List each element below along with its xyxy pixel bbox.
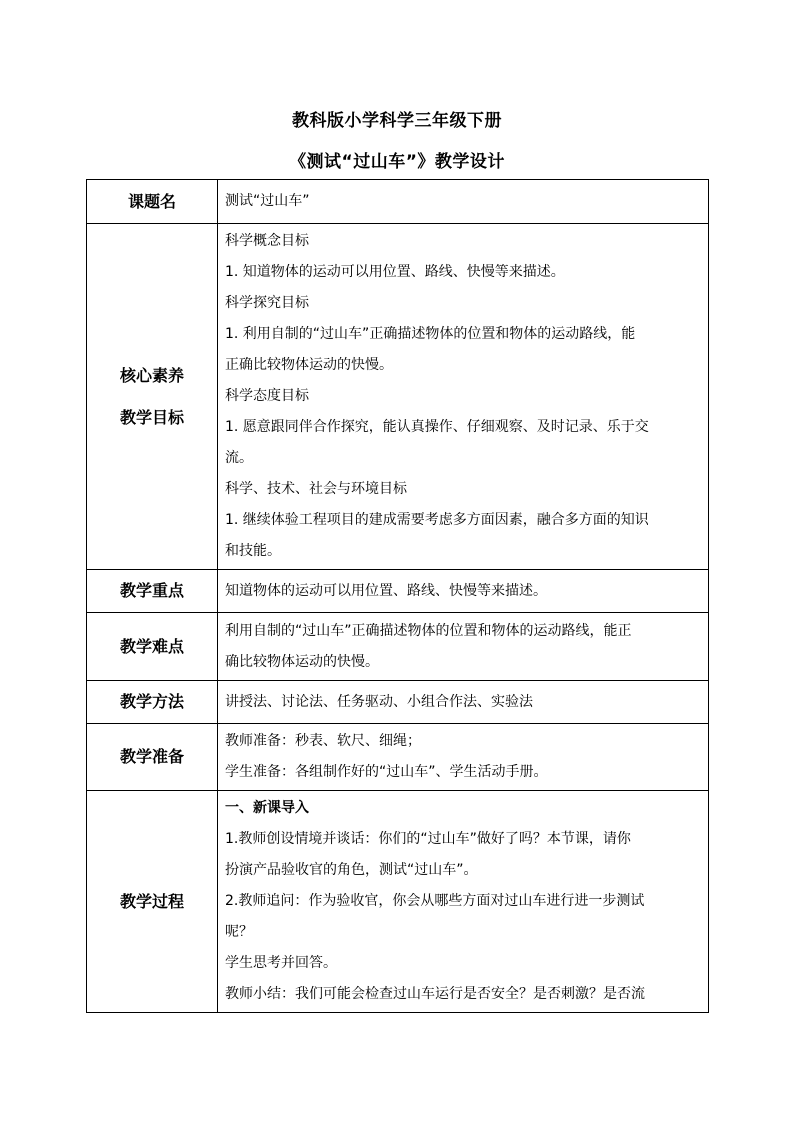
difficulty-label-text: 教学难点 (119, 636, 184, 656)
method-label (87, 681, 218, 724)
process-line: 教师小结：我们可能会检查过山车运行是否安全？是否刺激？是否流 (225, 986, 645, 1002)
process-line: 学生思考并回答。 (225, 955, 337, 971)
method-value: 讲授法、讨论法、任务驱动、小组合作法、实验法 (218, 681, 709, 724)
goals-line: 1. 知道物体的运动可以用位置、路线、快慢等来描述。 (225, 264, 565, 280)
table-row-key-point (87, 570, 709, 613)
course-label-text: 课题名 (127, 191, 176, 211)
goals-line: 1. 利用自制的“过山车”正确描述物体的位置和物体的运动路线，能 (225, 326, 636, 342)
difficulty-content (218, 613, 709, 681)
course-value: 测试“过山车” (218, 180, 709, 224)
goals-label-line2: 教学目标 (119, 407, 184, 427)
key-point-label (87, 570, 218, 613)
key-point-label-text: 教学重点 (119, 581, 184, 600)
goals-content (218, 224, 709, 570)
table-row-method (87, 681, 709, 724)
goals-line: 正确比较物体运动的快慢。 (225, 357, 393, 373)
table-row-process (87, 791, 709, 1013)
course-label (87, 180, 218, 224)
process-label-text: 教学过程 (119, 891, 184, 911)
goals-line: 流。 (225, 450, 253, 466)
goals-line: 科学概念目标 (225, 233, 309, 249)
preparation-content (218, 724, 709, 791)
key-point-value: 知道物体的运动可以用位置、路线、快慢等来描述。 (218, 570, 709, 613)
goals-line: 1. 愿意跟同伴合作探究，能认真操作、仔细观察、及时记录、乐于交 (225, 419, 649, 435)
table-row-course (87, 180, 709, 224)
goals-line: 1. 继续体验工程项目的建成需要考虑多方面因素，融合多方面的知识 (225, 512, 649, 528)
preparation-line: 教师准备：秒表、软尺、细绳； (225, 733, 421, 749)
goals-line: 科学、技术、社会与环境目标 (225, 481, 407, 497)
goals-line: 科学态度目标 (225, 388, 309, 404)
lesson-plan-table (86, 179, 709, 1013)
process-label (87, 791, 218, 1013)
process-line: 1.教师创设情境并谈话：你们的“过山车”做好了吗？本节课，请你 (225, 831, 631, 847)
process-line: 2.教师追问：作为验收官，你会从哪些方面对过山车进行进一步测试 (225, 893, 645, 909)
difficulty-line: 利用自制的“过山车”正确描述物体的位置和物体的运动路线，能正 (225, 622, 632, 639)
process-line: 呢？ (225, 924, 253, 940)
table-row-goals (87, 224, 709, 570)
preparation-label (87, 724, 218, 791)
process-content (218, 791, 709, 1013)
table-row-difficulty (87, 613, 709, 681)
process-line: 扮演产品验收官的角色，测试“过山车”。 (225, 862, 478, 878)
process-heading: 一、新课导入 (225, 800, 309, 816)
method-label-text: 教学方法 (119, 692, 184, 711)
goals-line: 和技能。 (225, 543, 281, 559)
document-title: 教科版小学科学三年级下册 (292, 111, 502, 131)
difficulty-line: 确比较物体运动的快慢。 (225, 653, 379, 670)
preparation-label-text: 教学准备 (119, 747, 184, 766)
document-subtitle: 《测试“过山车”》教学设计 (289, 152, 505, 172)
table-row-preparation (87, 724, 709, 791)
goals-label-line1: 核心素养 (119, 365, 184, 385)
goals-line: 科学探究目标 (225, 295, 309, 311)
difficulty-label (87, 613, 218, 681)
goals-label (87, 224, 218, 570)
preparation-line: 学生准备：各组制作好的“过山车”、学生活动手册。 (225, 764, 548, 780)
